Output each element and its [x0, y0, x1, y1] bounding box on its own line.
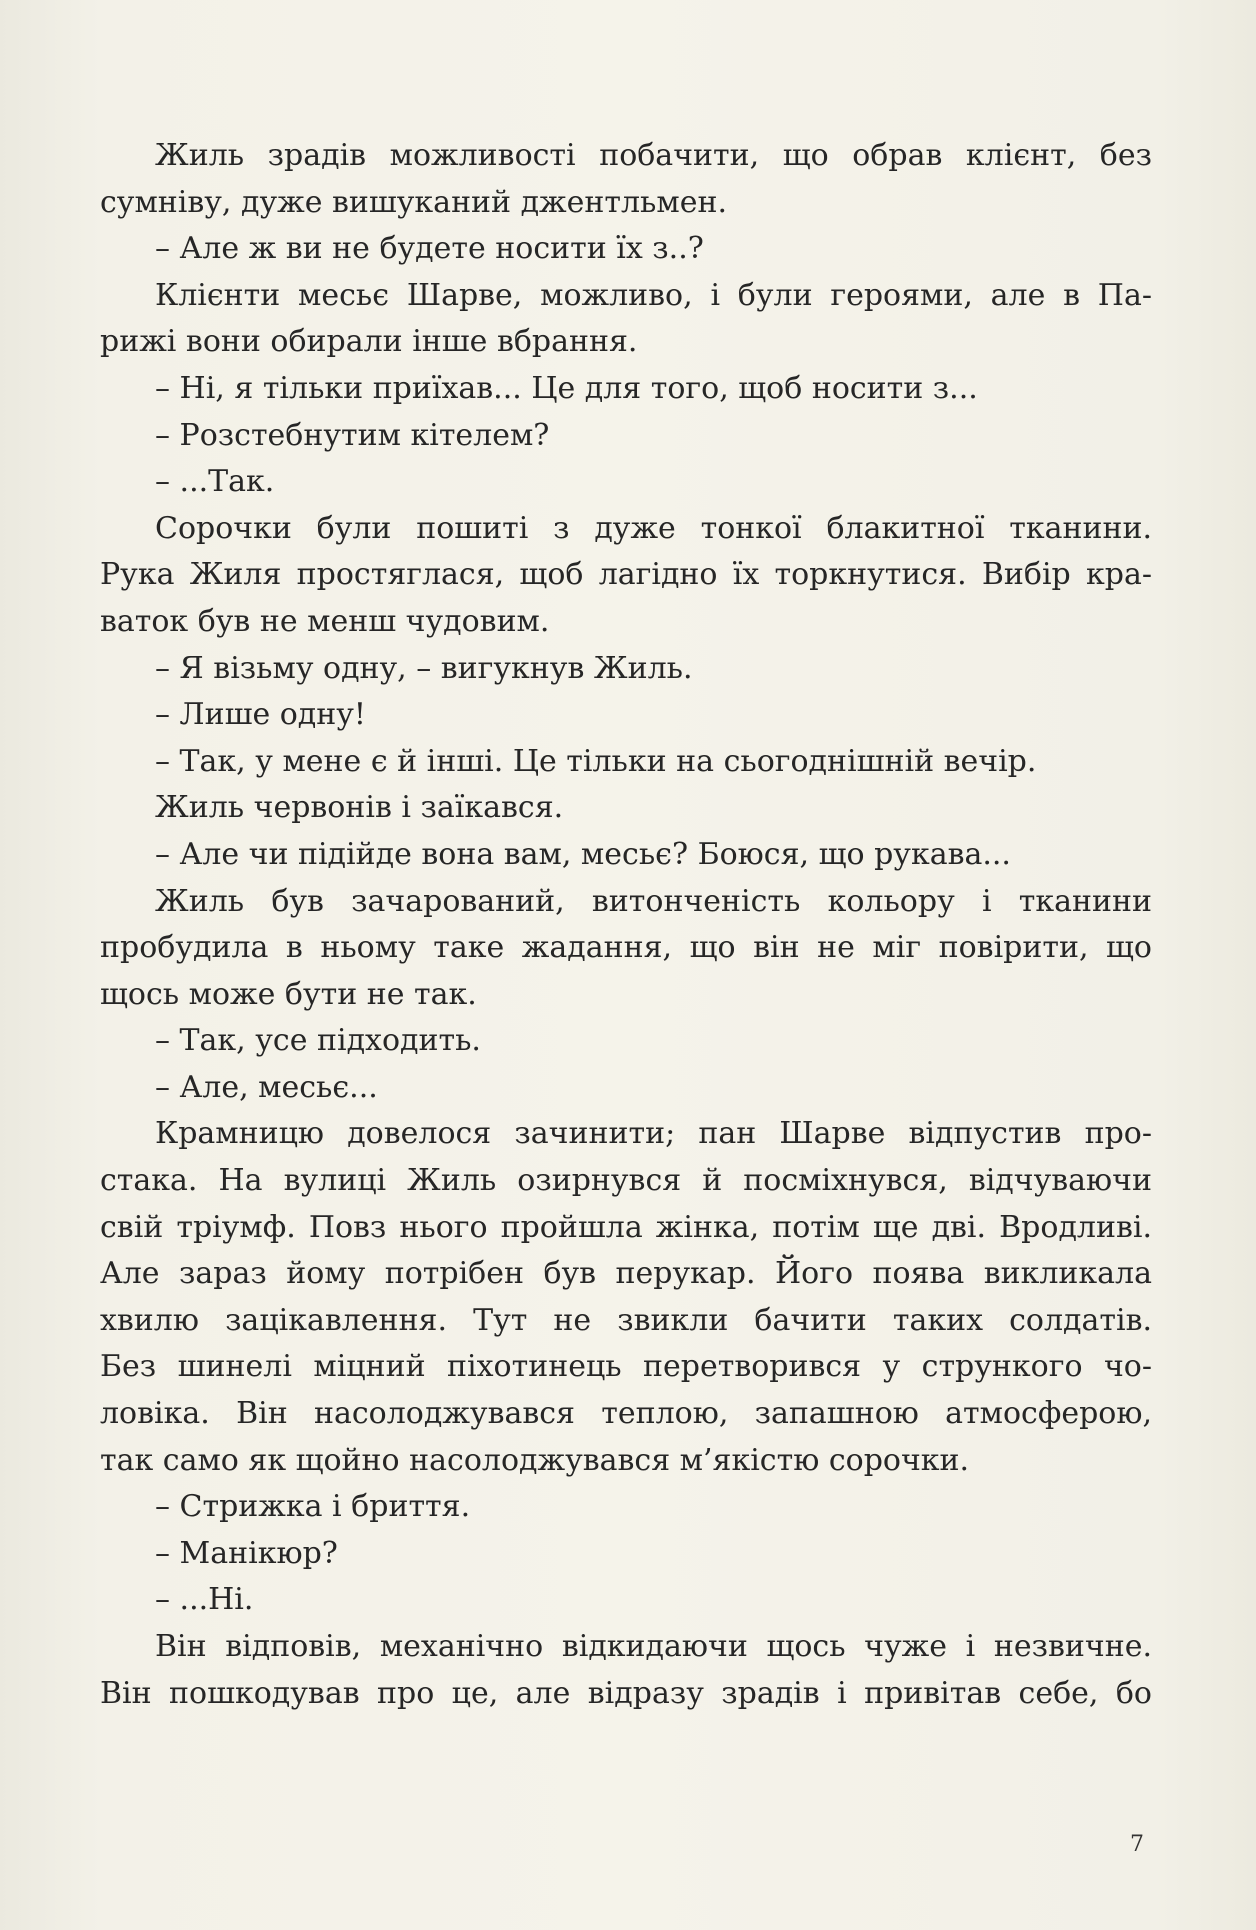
text-line: Жиль був зачарований, витонченість кольору і тканини: [155, 883, 1152, 919]
text-line: – Манікюр?: [155, 1535, 338, 1571]
text-line: – Лише одну!: [155, 697, 366, 733]
text-line: – Але, месьє...: [155, 1069, 378, 1105]
text-line: Жиль червонів і заїкався.: [155, 790, 564, 826]
text-line: пробудила в ньому таке жадання, що він не міг повірити, що: [100, 930, 1152, 966]
text-line: – Так, у мене є й інші. Це тільки на сьогоднішній вечір.: [155, 743, 1037, 779]
text-line: – Ні, я тільки приїхав... Це для того, щоб носити з...: [155, 370, 978, 406]
text-line: – ...Ні.: [155, 1582, 254, 1618]
text-line: – Розстебнутим кітелем?: [155, 417, 550, 453]
text-line: рижі вони обирали інше вбрання.: [100, 324, 638, 360]
body-text: [100, 133, 1152, 1717]
text-line: – Але чи підійде вона вам, месьє? Боюся, що рукава...: [155, 836, 1011, 872]
text-line: стака. На вулиці Жиль озирнувся й посміхнувся, відчуваючи: [100, 1163, 1152, 1199]
text-line: Без шинелі міцний піхотинець перетворився у стрункого чо-: [100, 1349, 1152, 1385]
text-line: – Але ж ви не будете носити їх з..?: [155, 231, 704, 267]
page-number: 7: [1130, 1832, 1144, 1857]
text-line: щось може бути не так.: [100, 976, 477, 1012]
text-line: – Так, усе підходить.: [155, 1023, 481, 1059]
text-line: Але зараз йому потрібен був перукар. Його поява викликала: [100, 1256, 1152, 1292]
text-line: Сорочки були пошиті з дуже тонкої блакитної тканини.: [155, 510, 1152, 546]
text-line: свій тріумф. Повз нього пройшла жінка, потім ще дві. Вродливі.: [100, 1209, 1152, 1245]
text-line: – Я візьму одну, – вигукнув Жиль.: [155, 650, 693, 686]
text-line: Рука Жиля простяглася, щоб лагідно їх торкнутися. Вибір кра-: [100, 557, 1152, 593]
text-line: Жиль зрадів можливості побачити, що обрав клієнт, без: [155, 138, 1152, 173]
text-line: сумніву, дуже вишуканий джентльмен.: [100, 184, 728, 220]
text-line: – ...Так.: [155, 464, 275, 500]
text-line: – Стрижка і бриття.: [155, 1489, 471, 1525]
text-line: ловіка. Він насолоджувався теплою, запашною атмосферою,: [100, 1396, 1152, 1432]
text-line: Крамницю довелося зачинити; пан Шарве відпустив про-: [155, 1116, 1152, 1152]
text-line: Він відповів, механічно відкидаючи щось чуже і незвичне.: [155, 1629, 1152, 1664]
text-line: хвилю зацікавлення. Тут не звикли бачити таких солдатів.: [100, 1302, 1152, 1338]
text-line: Він пошкодував про це, але відразу зрадів і привітав себе, бо: [100, 1675, 1152, 1711]
text-line: Клієнти месьє Шарве, можливо, і були героями, але в Па-: [155, 277, 1152, 313]
text-line: так само як щойно насолоджувався м’якістю сорочки.: [100, 1442, 970, 1478]
text-line: ваток був не менш чудовим.: [100, 603, 550, 639]
